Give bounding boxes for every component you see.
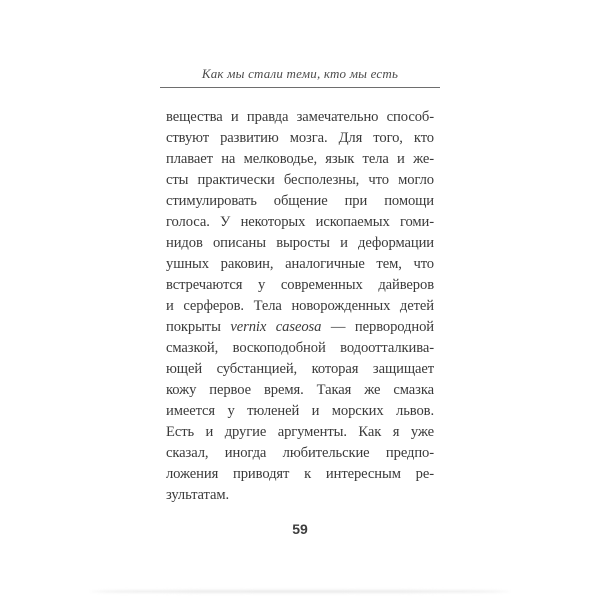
latin-term-italic: vernix caseosa [230, 319, 322, 335]
body-line-text: нидов описаны выросты и деформации [166, 235, 434, 251]
body-line-text: ющей субстанцией, которая защищает [166, 361, 434, 377]
body-line [166, 485, 434, 506]
body-line-text: ушных раковин, аналогичные тем, что [166, 256, 434, 272]
body-line [166, 254, 434, 275]
running-head-title: Как мы стали теми, кто мы есть [201, 66, 399, 81]
body-line [166, 317, 434, 338]
body-line-text: плавает на мелководье, язык тела и же- [166, 151, 434, 167]
body-line [166, 191, 434, 212]
body-line [166, 338, 434, 359]
body-line-text: — первородной [321, 319, 435, 335]
body-line-text: вещества и правда замечательно способ- [166, 109, 434, 125]
body-line [166, 212, 434, 233]
body-line-text: сказал, иногда любительские предпо- [166, 445, 434, 461]
body-line-text: зультатам. [166, 487, 230, 503]
body-line [166, 170, 434, 191]
body-line-text: Есть и другие аргументы. Как я уже [166, 424, 434, 440]
body-line [166, 275, 434, 296]
body-line [166, 128, 434, 149]
body-line [166, 464, 434, 485]
body-line [166, 107, 434, 128]
body-line [166, 422, 434, 443]
body-line-text: кожу первое время. Такая же смазка [166, 382, 434, 398]
body-line-text: ствуют развитию мозга. Для того, кто [166, 130, 434, 146]
body-line-text: смазкой, воскоподобной водоотталкива- [166, 340, 434, 356]
running-head-rule [160, 87, 440, 88]
body-line-text: ложения приводят к интересным ре- [166, 466, 434, 482]
page-number: 59 [292, 521, 308, 537]
page-bottom-edge-shadow [90, 590, 510, 593]
body-line [166, 233, 434, 254]
body-line [166, 296, 434, 317]
body-line-text: имеется у тюленей и морских львов. [166, 403, 434, 419]
body-line-text: встречаются у современных дайверов [166, 277, 434, 293]
body-line [166, 359, 434, 380]
body-line-text: покрыты [166, 319, 231, 335]
body-line-text: и серферов. Тела новорожденных детей [166, 298, 434, 314]
body-line [166, 380, 434, 401]
body-text [166, 107, 434, 506]
body-line-text: голоса. У некоторых ископаемых гоми- [166, 214, 434, 230]
body-line [166, 401, 434, 422]
body-line-text: стимулировать общение при помощи [166, 193, 434, 209]
body-line [166, 149, 434, 170]
body-line [166, 443, 434, 464]
body-line-text: сты практически бесполезны, что могло [166, 172, 434, 188]
